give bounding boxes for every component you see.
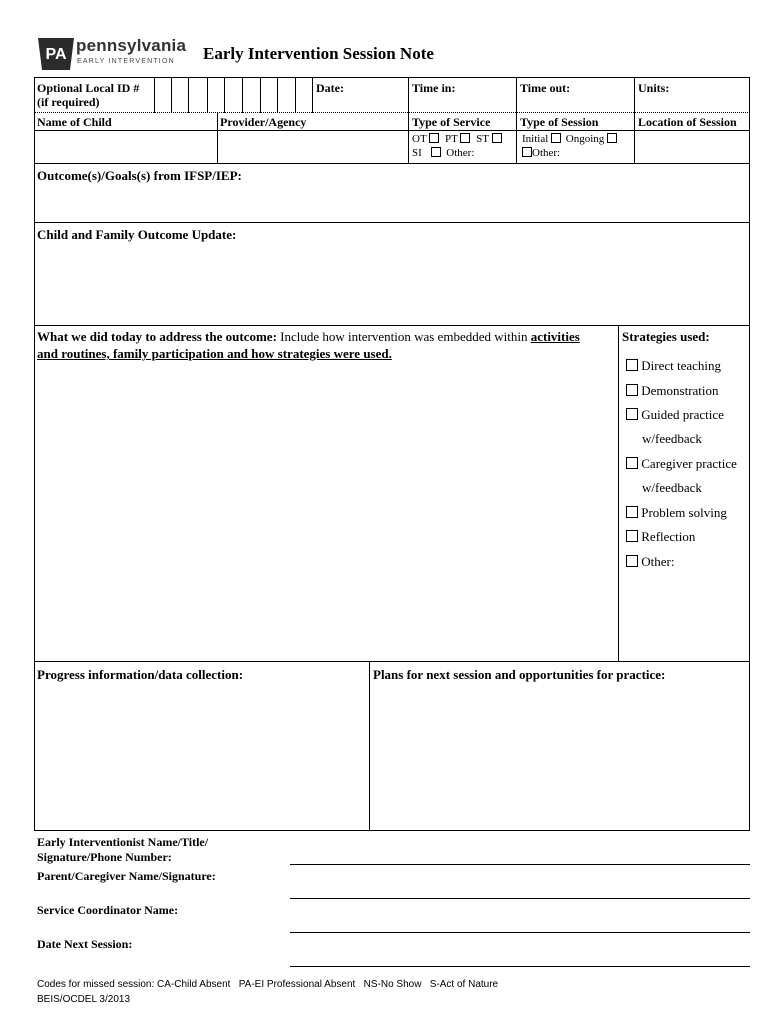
- caregiver-practice-checkbox[interactable]: [626, 457, 638, 469]
- family-update-input[interactable]: [35, 245, 749, 325]
- what-we-did-input[interactable]: [35, 365, 617, 661]
- session-other-label: Other:: [532, 147, 561, 159]
- st-checkbox[interactable]: [492, 133, 502, 143]
- guided-practice-line2: w/feedback: [642, 431, 702, 446]
- pt-checkbox[interactable]: [460, 133, 470, 143]
- strategy-other-checkbox[interactable]: [626, 555, 638, 567]
- initial-checkbox[interactable]: [551, 133, 561, 143]
- caregiver-practice-label: Caregiver practice: [641, 456, 737, 471]
- pa-logo: [36, 38, 186, 70]
- guided-practice-checkbox[interactable]: [626, 408, 638, 420]
- caregiver-practice-line2: w/feedback: [642, 480, 702, 495]
- progress-label: Progress information/data collection:: [37, 667, 244, 682]
- what-we-did-text: Include how intervention was embedded within: [276, 329, 531, 344]
- problem-solving-checkbox[interactable]: [626, 506, 638, 518]
- what-we-did-activities: activities: [530, 329, 580, 344]
- what-we-did-heading: [37, 328, 617, 345]
- local-id-sub: (if required): [37, 95, 100, 109]
- session-options-row2: [522, 147, 560, 160]
- what-we-did-line2: and routines, family participation and how strategies were used.: [37, 346, 392, 361]
- problem-solving-label: Problem solving: [641, 505, 727, 520]
- logo-mark: PA: [45, 46, 67, 63]
- interventionist-label-2: Signature/Phone Number:: [37, 850, 172, 864]
- provider-agency-label: Provider/Agency: [220, 115, 307, 129]
- name-of-child-label: Name of Child: [37, 115, 112, 129]
- direct-teaching-label: Direct teaching: [641, 358, 722, 373]
- outcomes-label: Outcome(s)/Goals(s) from IFSP/IEP:: [37, 168, 242, 183]
- time-out-label: Time out:: [520, 81, 571, 95]
- strategy-reflection: [626, 529, 695, 545]
- strategy-direct-teaching: [626, 358, 721, 374]
- pt-label: PT: [444, 133, 458, 145]
- strategies-divider: [618, 325, 619, 662]
- local-id-label: Optional Local ID #: [37, 81, 140, 95]
- ot-label: OT: [412, 133, 427, 145]
- interventionist-signature-line[interactable]: [290, 864, 750, 865]
- outcomes-bottom: [34, 222, 750, 223]
- page-title: Early Intervention Session Note: [203, 44, 434, 63]
- strategy-other-label: Other:: [641, 554, 675, 569]
- local-id-input[interactable]: [155, 78, 312, 112]
- date-next-label: Date Next Session:: [37, 937, 133, 951]
- reflection-checkbox[interactable]: [626, 530, 638, 542]
- location-of-session-label: Location of Session: [638, 115, 737, 129]
- strategy-other: [626, 554, 674, 570]
- units-label: Units:: [638, 81, 670, 95]
- family-update-bottom: [34, 325, 750, 326]
- si-label: SI: [412, 147, 422, 159]
- logo-name: pennsylvania: [76, 36, 187, 55]
- table-right-border: [749, 77, 750, 831]
- plans-input[interactable]: [370, 685, 749, 830]
- name-of-child-input[interactable]: [35, 131, 217, 163]
- table-bottom-border: [34, 830, 750, 831]
- logo-sub: EARLY INTERVENTION: [77, 58, 175, 65]
- ongoing-checkbox[interactable]: [607, 133, 617, 143]
- service-options-row2: [412, 147, 474, 160]
- type-of-service-label: Type of Service: [412, 115, 491, 129]
- st-label: ST: [476, 133, 489, 145]
- date-label: Date:: [316, 81, 344, 95]
- outcomes-input[interactable]: [35, 186, 749, 222]
- parent-signature-line[interactable]: [290, 898, 750, 899]
- type-of-session-label: Type of Session: [520, 115, 599, 129]
- initial-label: Initial: [522, 133, 549, 145]
- missed-session-codes: Codes for missed session: CA-Child Absent PA-EI Professional Absent NS-No Show S-Act of Nature: [37, 979, 499, 990]
- progress-input[interactable]: [35, 685, 368, 830]
- guided-practice-label: Guided practice: [641, 407, 724, 422]
- strategies-used-label: Strategies used:: [622, 329, 710, 344]
- date-input[interactable]: [352, 78, 407, 112]
- demonstration-checkbox[interactable]: [626, 384, 638, 396]
- si-checkbox[interactable]: [431, 147, 441, 157]
- row2-bottom: [34, 163, 750, 164]
- form-id: BEIS/OCDEL 3/2013: [37, 994, 131, 1005]
- row1-separator: [34, 112, 750, 113]
- plans-label: Plans for next session and opportunities for practice:: [373, 667, 666, 682]
- location-of-session-input[interactable]: [635, 131, 749, 163]
- interventionist-label-1: Early Interventionist Name/Title/: [37, 835, 209, 849]
- strategy-caregiver-practice: [626, 456, 737, 472]
- time-in-label: Time in:: [412, 81, 456, 95]
- strategy-demonstration: [626, 383, 719, 399]
- strategy-problem-solving: [626, 505, 727, 521]
- family-update-label: Child and Family Outcome Update:: [37, 227, 237, 242]
- what-we-did-bold: What we did today to address the outcome:: [37, 329, 277, 344]
- direct-teaching-checkbox[interactable]: [626, 359, 638, 371]
- ot-checkbox[interactable]: [429, 133, 439, 143]
- coordinator-label: Service Coordinator Name:: [37, 903, 179, 917]
- session-other-checkbox[interactable]: [522, 147, 532, 157]
- ongoing-label: Ongoing: [565, 133, 605, 145]
- what-we-did-bottom: [34, 661, 750, 662]
- session-options-row1: [522, 133, 617, 146]
- demonstration-label: Demonstration: [641, 383, 719, 398]
- service-options-row1: [412, 133, 502, 146]
- service-other-label: Other:: [446, 147, 475, 159]
- keystone-icon: [36, 38, 76, 70]
- parent-label: Parent/Caregiver Name/Signature:: [37, 869, 216, 883]
- reflection-label: Reflection: [641, 529, 696, 544]
- coordinator-signature-line[interactable]: [290, 932, 750, 933]
- strategy-guided-practice: [626, 407, 724, 423]
- date-next-line[interactable]: [290, 966, 750, 967]
- provider-agency-input[interactable]: [218, 131, 408, 163]
